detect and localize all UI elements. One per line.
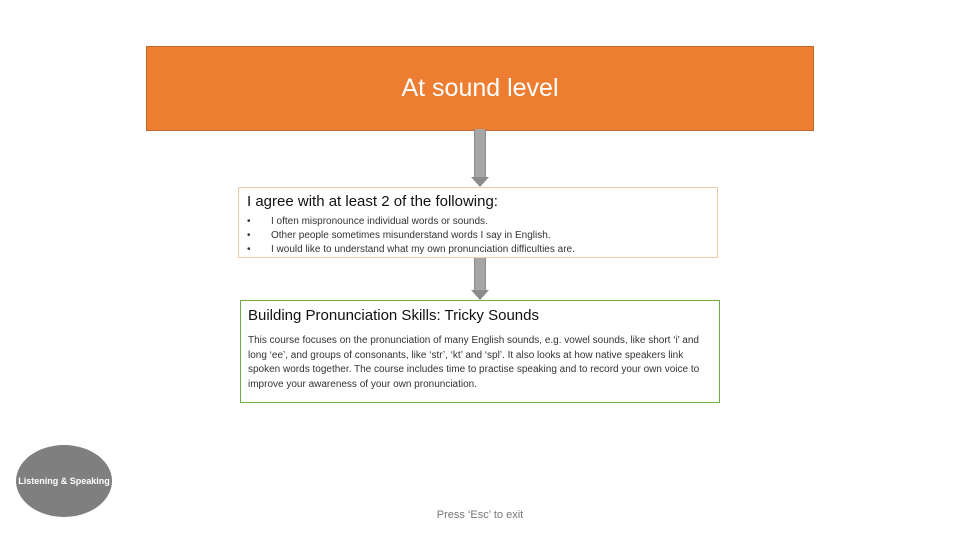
bullet-icon: • — [247, 244, 251, 255]
list-item: • I would like to understand what my own pronunciation difficulties are. — [247, 244, 575, 255]
bullet-icon: • — [247, 216, 251, 227]
header-banner[interactable] — [146, 46, 814, 131]
criteria-list — [247, 215, 709, 257]
exit-hint: Press ‘Esc’ to exit — [436, 509, 524, 521]
badge-label: Listening & Speaking — [18, 476, 110, 486]
list-item: • I often mispronounce individual words or sounds. — [247, 216, 488, 227]
listening-speaking-badge[interactable] — [16, 445, 112, 517]
criteria-title: I agree with at least 2 of the following: — [247, 193, 498, 210]
criteria-box — [238, 187, 718, 258]
course-title: Building Pronunciation Skills: Tricky Sounds — [248, 307, 539, 324]
down-arrow-icon — [471, 129, 489, 187]
course-description: This course focuses on the pronunciation of many English sounds, e.g. vowel sounds, like short ‘i’ and long ‘ee’, and groups of consonants, like ‘str’, ‘kt’ and ‘spl’. It also looks at how native speakers link spoken words together. The course includes time to practise speaking and to record your own voice to improve your awareness of your own pronunciation. — [248, 335, 700, 390]
header-title: At sound level — [401, 74, 559, 102]
course-box[interactable] — [240, 300, 720, 403]
bullet-icon: • — [247, 230, 251, 241]
down-arrow-icon — [471, 258, 489, 300]
list-item: • Other people sometimes misunderstand words I say in English. — [247, 230, 551, 241]
